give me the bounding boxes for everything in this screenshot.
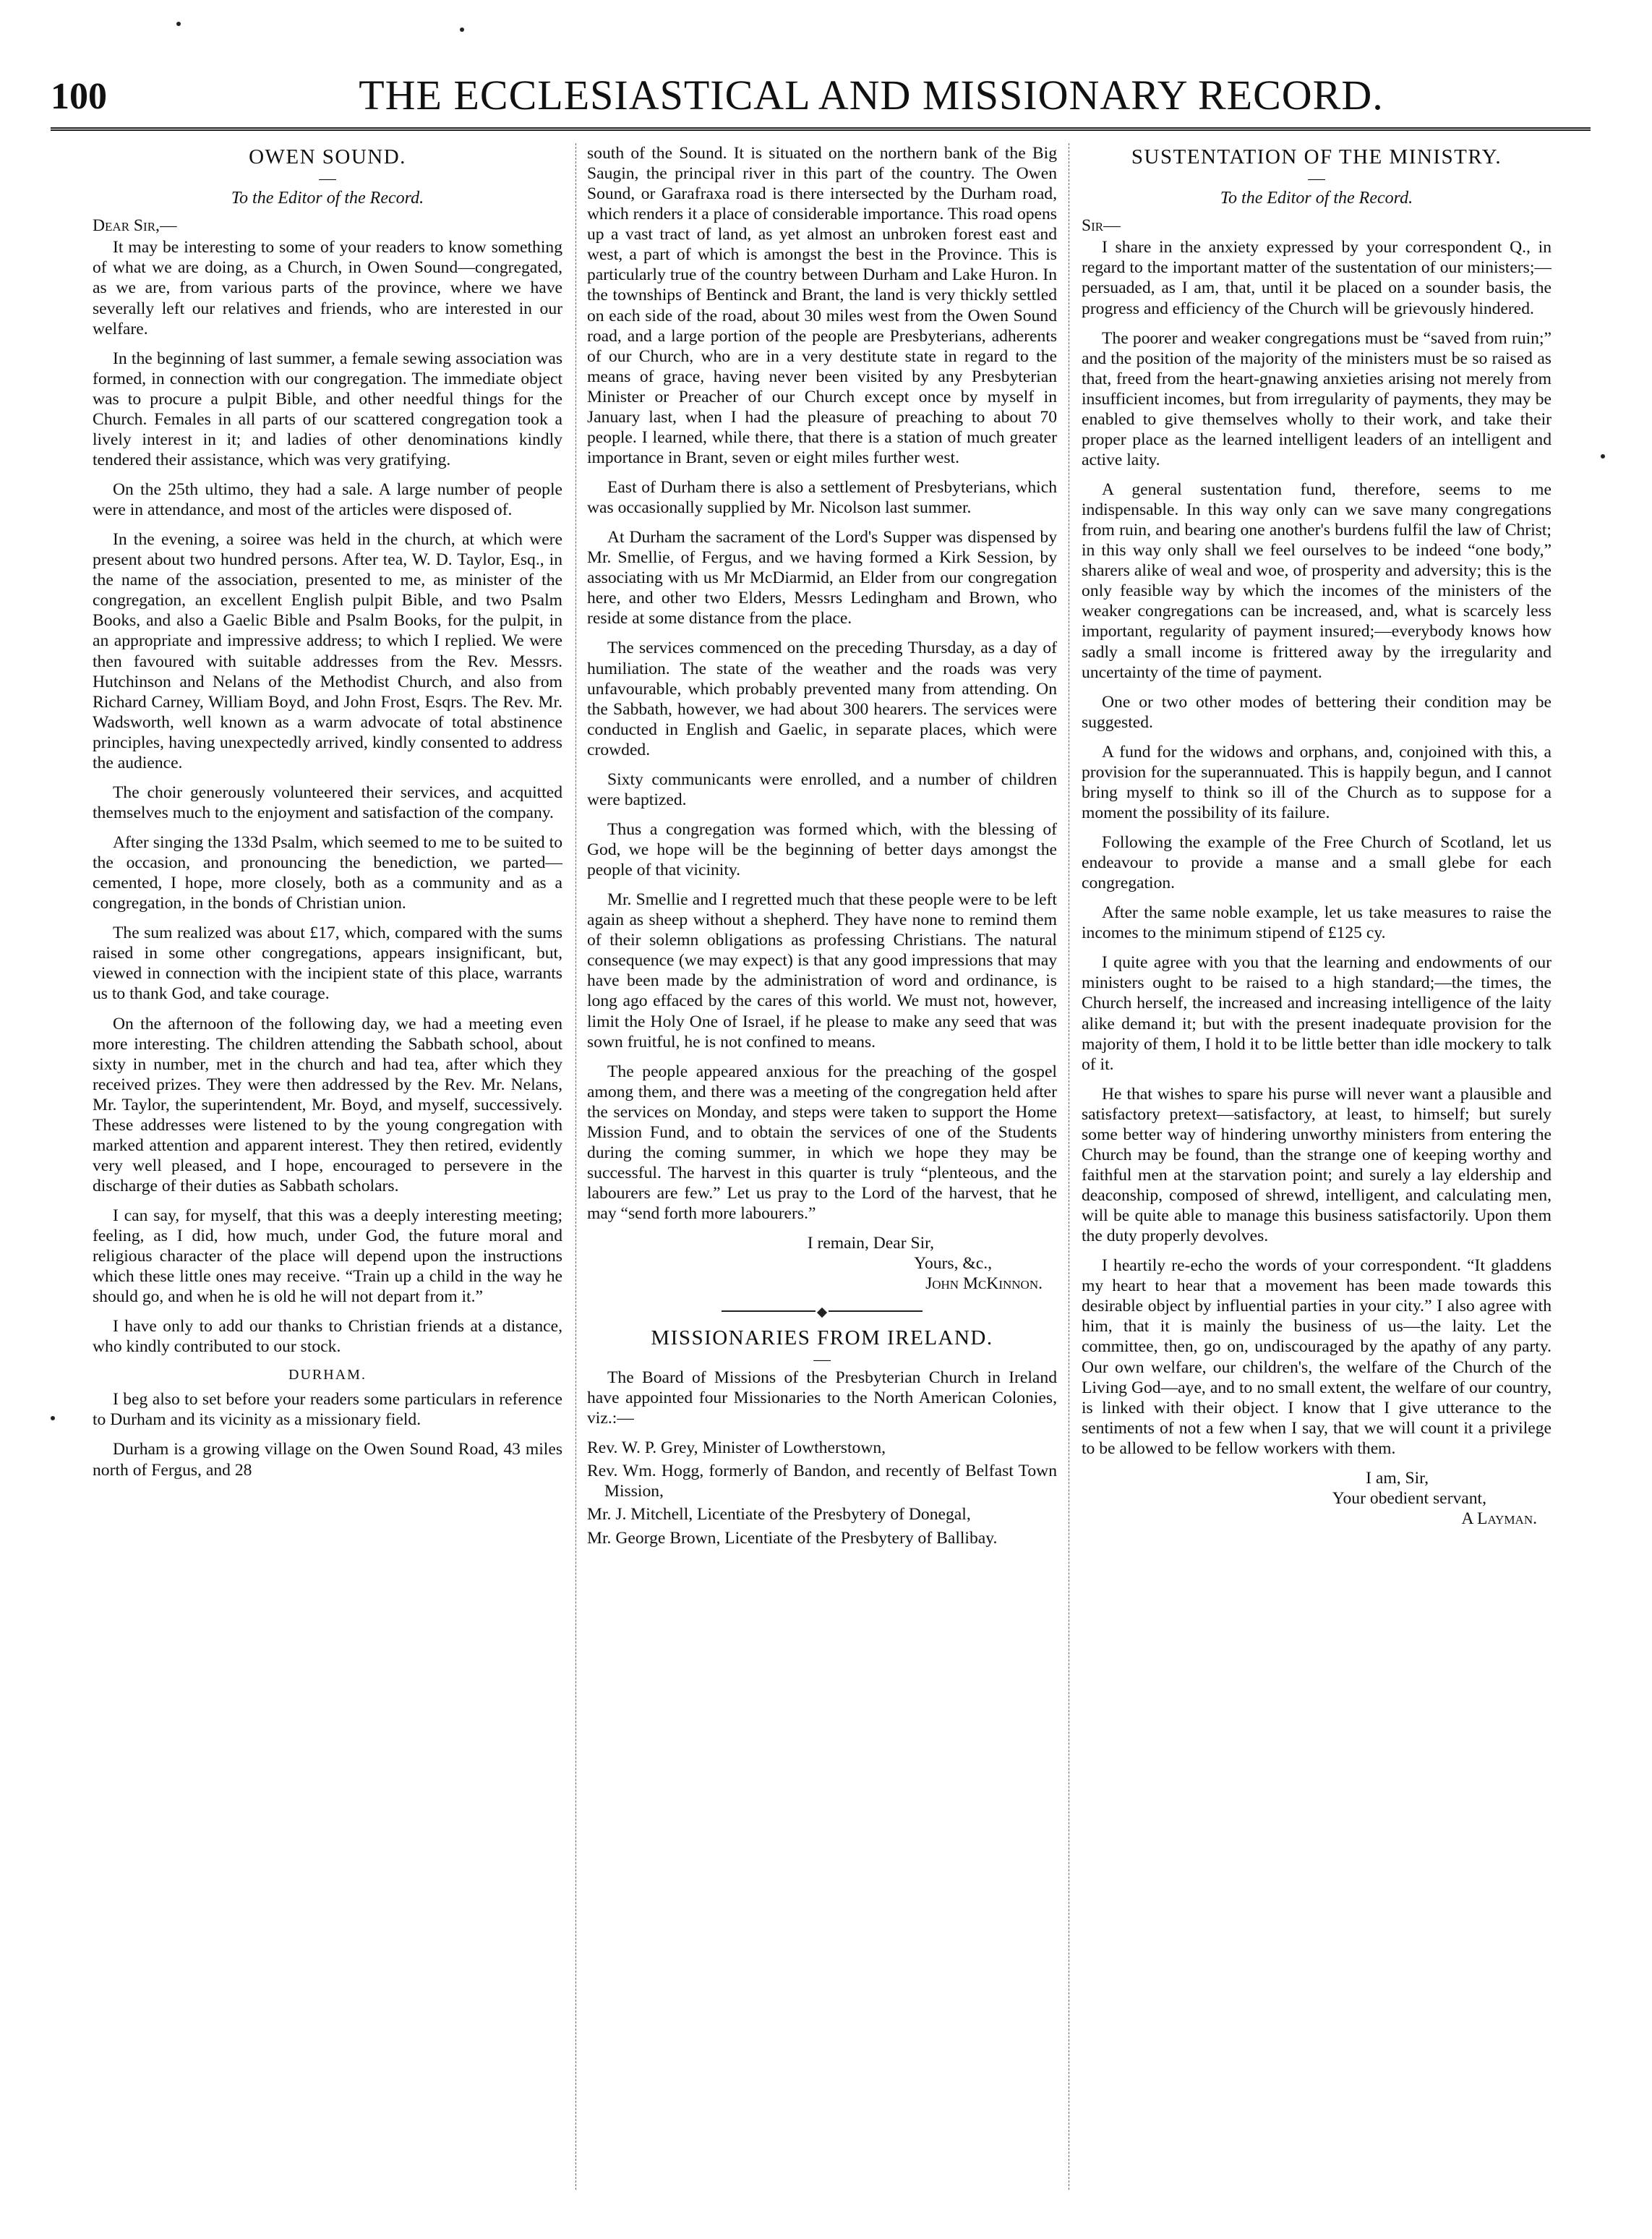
column-1 xyxy=(93,143,562,2212)
salutation: Dear Sir,— xyxy=(93,216,177,236)
list-item: Rev. W. P. Grey, Minister of Lowtherstown, xyxy=(587,1438,886,1458)
paragraph: In the evening, a soiree was held in the church, at which were present about two hundred persons. After tea, W. D. Taylor, Esq., in the name of the association, presented to me, as minister of the congregation, an excellent English pulpit Bible, and two Psalm Books, and also a Gaelic Bible and Psalm Books, for the pulpit, in an appropriate and impressive address; to which I replied. We were then favoured with suitable addresses from the Rev. Messrs. Hutchinson and Nelans of the Methodist Church, and also from Richard Carney, William Boyd, and John Frost, Esqrs. The Rev. Mr. Wadsworth, well known as a warm advocate of total abstinence principles, having unexpectedly arrived, kindly consented to address the audience. xyxy=(93,530,562,772)
closing-yours: Yours, &c., xyxy=(914,1254,992,1274)
paragraph: A general sustentation fund, therefore, seems to me indispensable. In this way only can we save many congregations from ruin, and bearing one another's burdens fulfil the law of Christ; in this way only shall we feel ourselves to be indeed “one body,” sharers alike of weal and woe, of prosperity and adversity; this is the only feasible way by which the incomes of the ministers of the weaker congregations can be increased, and, what is scarcely less important, regularity of payment insured;—everybody knows how sadly a small income is frittered away by the irregularity and uncertainty of the time of payment. xyxy=(1082,480,1552,682)
paragraph: Following the example of the Free Church of Scotland, let us endeavour to provide a manse and a small glebe for each congregation. xyxy=(1082,833,1552,893)
to-editor-line: To the Editor of the Record. xyxy=(231,188,424,208)
closing-servant: Your obedient servant, xyxy=(1332,1488,1486,1508)
paragraph: I quite agree with you that the learning and endowments of our ministers ought to be raised to a high standard;—the times, the Church herself, the increased and increasing intelligence of the laity alike demand it; but with the present inadequate provision for the majority of them, I hold it to be little better than idle mockery to talk of it. xyxy=(1082,953,1552,1074)
closing-am: I am, Sir, xyxy=(1366,1468,1429,1488)
paper-title: THE ECCLESIASTICAL AND MISSIONARY RECORD. xyxy=(359,72,1384,119)
paragraph: The poorer and weaker congregations must be “saved from ruin;” and the position of the majority of the ministers must be so raised as that, freed from the heart-gnawing anxieties arising not merely from insufficient incomes, but from irregularity of payments, they may be enabled to give themselves wholly to their work, and take their proper place as the learned intelligent leaders of an intelligent and active laity. xyxy=(1082,328,1552,469)
print-speck xyxy=(176,22,181,26)
article-heading-owen-sound: OWEN SOUND. xyxy=(249,145,406,169)
paragraph: Durham is a growing village on the Owen Sound Road, 43 miles north of Fergus, and 28 xyxy=(93,1440,562,1480)
print-speck xyxy=(460,27,464,32)
paragraph: The choir generously volunteered their services, and acquitted themselves much to the enjoyment and satisfaction of the company. xyxy=(93,782,562,822)
paragraph: One or two other modes of bettering their condition may be suggested. xyxy=(1082,692,1552,732)
paragraph: After singing the 133d Psalm, which seemed to me to be suited to the occasion, and pronouncing the benediction, we parted—cemented, I hope, more closely, both as a community and as a congregation, in the bonds of Christian union. xyxy=(93,833,562,913)
column-divider xyxy=(575,143,576,2190)
paragraph: At Durham the sacrament of the Lord's Supper was dispensed by Mr. Smellie, of Fergus, and we having formed a Kirk Session, by associating with us Mr McDiarmid, an Elder from our congregation here, and other two Elders, Messrs Ledingham and Brown, who reside at some distance from the place. xyxy=(587,528,1057,628)
paragraph: East of Durham there is also a settlement of Presbyterians, which was occasionally supplied by Mr. Nicolson last summer. xyxy=(587,478,1057,518)
paragraph: The sum realized was about £17, which, compared with the sums raised in some other congregations, appears insignificant, but, viewed in connection with the incipient state of this place, warrants us to thank God, and take courage. xyxy=(93,924,562,1004)
paragraph: I heartily re-echo the words of your correspondent. “It gladdens my heart to hear that a movement has been made towards this desirable object by influential parties in your city.” I also agree with him, that it is mainly the business of us—the laity. Let the committee, then, go on, undiscouraged by the apathy of any party. Our own welfare, our children's, the welfare of the Church of the Living God—aye, and to no small extent, the welfare of our country, is linked with their object. I know that I give utterance to the sentiments of not a few when I say, that we will count it a privilege to be allowed to be fellow workers with them. xyxy=(1082,1256,1552,1458)
paragraph: The Board of Missions of the Presbyterian Church in Ireland have appointed four Missionaries to the North American Colonies, viz.:— xyxy=(587,1368,1057,1428)
closing-remain: I remain, Dear Sir, xyxy=(807,1234,934,1253)
salutation: Sir— xyxy=(1082,216,1121,236)
paragraph: south of the Sound. It is situated on the northern bank of the Big Saugin, the principal river in this part of the country. The Owen Sound, or Garafraxa road is there intersected by the Durham road, which renders it a place of considerable importance. This road opens up a vast tract of land, as yet almost an unbroken forest east and west, a part of which is amongst the best in the Province. This is particularly true of the country between Durham and Lake Huron. In the townships of Bentinck and Brant, the land is very thickly settled on each side of the road, about 30 miles west from the Owen Sound road, and a large portion of the people are Presbyterians, adherents of our Church, who are in a very destitute state in regard to the means of grace, having never been visited by any Presbyterian Minister or Preacher of our Church except once by myself in January last, when I had the pleasure of preaching to about 70 people. I learned, while there, that there is a station of much greater importance in Brant, seven or eight miles further west. xyxy=(587,144,1057,467)
list-item: Mr. J. Mitchell, Licentiate of the Presbytery of Donegal, xyxy=(587,1505,971,1524)
print-speck xyxy=(1601,454,1605,459)
paragraph: After the same noble example, let us take measures to raise the incomes to the minimum stipend of £125 cy. xyxy=(1082,903,1552,943)
paragraph: The people appeared anxious for the preaching of the gospel among them, and there was a meeting of the congregation held after the services on Monday, and steps were taken to support the Home Mission Fund, and to obtain the services of one of the Students during the coming summer, in which we hope they may be successful. The harvest in this quarter is truly “plenteous, and the labourers are few.” Let us pray to the Lord of the harvest, that he may “send forth more labourers.” xyxy=(587,1062,1057,1224)
paragraph: I can say, for myself, that this was a deeply interesting meeting; feeling, as I did, how much, under God, the future moral and religious character of the place will depend upon the instructions which these little ones may receive. “Train up a child in the way he should go, and when he is old he will not depart from it.” xyxy=(93,1206,562,1307)
column-3 xyxy=(1082,143,1552,2212)
section-divider xyxy=(587,1301,1057,1321)
missionary-list xyxy=(587,1438,1057,1548)
signature: A Layman. xyxy=(1461,1509,1537,1528)
heading-dash xyxy=(93,171,562,187)
heading-dash xyxy=(1082,171,1552,187)
paragraph: On the 25th ultimo, they had a sale. A large number of people were in attendance, and most of the articles were disposed of. xyxy=(93,480,562,520)
column-2 xyxy=(587,143,1057,2212)
masthead xyxy=(51,71,1591,129)
paragraph: Sixty communicants were enrolled, and a number of children were baptized. xyxy=(587,769,1057,809)
subheading-durham: DURHAM. xyxy=(288,1366,367,1383)
article-heading-missionaries: MISSIONARIES FROM IRELAND. xyxy=(651,1326,993,1350)
paragraph: I have only to add our thanks to Christian friends at a distance, who kindly contributed to our stock. xyxy=(93,1317,562,1357)
paragraph: It may be interesting to some of your readers to know something of what we are doing, as a Church, in Owen Sound—congregated, as we are, from various parts of the province, where we have severally left our relatives and friends, who are interested in our welfare. xyxy=(93,238,562,338)
paragraph: A fund for the widows and orphans, and, conjoined with this, a provision for the superannuated. This is happily begun, and I cannot bring myself to think so ill of the Church as to suppose for a moment the possibility of its failure. xyxy=(1082,742,1552,822)
page-number: 100 xyxy=(51,76,107,117)
paragraph: Thus a congregation was formed which, with the blessing of God, we hope will be the beginning of better days amongst the people of that vicinity. xyxy=(587,819,1057,880)
paragraph: I beg also to set before your readers some particulars in reference to Durham and its vicinity as a missionary field. xyxy=(93,1390,562,1430)
paragraph: In the beginning of last summer, a female sewing association was formed, in connection with our congregation. The immediate object was to procure a pulpit Bible, and other needful things for the Church. Females in all parts of our scattered congregation took a lively interest in it; and ladies of other denominations kindly tendered their assistance, which was very gratifying. xyxy=(93,349,562,469)
article-heading-sustentation: SUSTENTATION OF THE MINISTRY. xyxy=(1131,145,1502,169)
paragraph: The services commenced on the preceding Thursday, as a day of humiliation. The state of the weather and the roads was very unfavourable, which probably prevented many from attending. On the Sabbath, however, we had about 300 hearers. The services were conducted in English and Gaelic, in separate places, which were crowded. xyxy=(587,639,1057,759)
paragraph: Mr. Smellie and I regretted much that these people were to be left again as sheep without a shepherd. They have none to remind them of their solemn obligations as professing Christians. The natural consequence (we may expect) is that any good impressions that may have been made by the administration of word and ordinance, is long ago effaced by the cares of this world. We must not, however, limit the Holy One of Israel, if he please to make any seed that was sown fruitful, he is not confined to means. xyxy=(587,890,1057,1052)
print-speck xyxy=(51,1416,55,1420)
heading-dash xyxy=(587,1352,1057,1368)
paragraph: He that wishes to spare his purse will never want a plausible and satisfactory pretext—satisfactory, at least, to himself; but surely some better way of hindering unworthy ministers from entering the Church may be found, than the strange one of keeping worthy and faithful men at the starvation point; and surely a lay eldership and deaconship, composed of shrewd, intelligent, and calculating men, will be quite able to manage this business satisfactorily. Upon them the duty properly devolves. xyxy=(1082,1084,1552,1246)
paragraph: I share in the anxiety expressed by your correspondent Q., in regard to the important matter of the sustentation of our ministers;—persuaded, as I am, that, until it be placed on a sounder basis, the progress and efficiency of the Church will be grievously hindered. xyxy=(1082,238,1552,318)
paragraph: On the afternoon of the following day, we had a meeting even more interesting. The children attending the Sabbath school, about sixty in number, met in the church and had tea, after which they received prizes. They were then addressed by the Rev. Mr. Nelans, Mr. Taylor, the superintendent, Mr. Boyd, and myself, successively. These addresses were listened to by the young congregation with marked attention and apparent interest. They then retired, evidently very well pleased, and I hope, encouraged to persevere in the discharge of their duties as Sabbath scholars. xyxy=(93,1014,562,1196)
masthead-rule xyxy=(51,127,1591,135)
signature: John McKinnon. xyxy=(925,1274,1043,1294)
list-item: Rev. Wm. Hogg, formerly of Bandon, and recently of Belfast Town Mission, xyxy=(587,1462,1057,1501)
to-editor-line: To the Editor of the Record. xyxy=(1220,188,1413,208)
list-item: Mr. George Brown, Licentiate of the Presbytery of Ballibay. xyxy=(587,1528,998,1548)
